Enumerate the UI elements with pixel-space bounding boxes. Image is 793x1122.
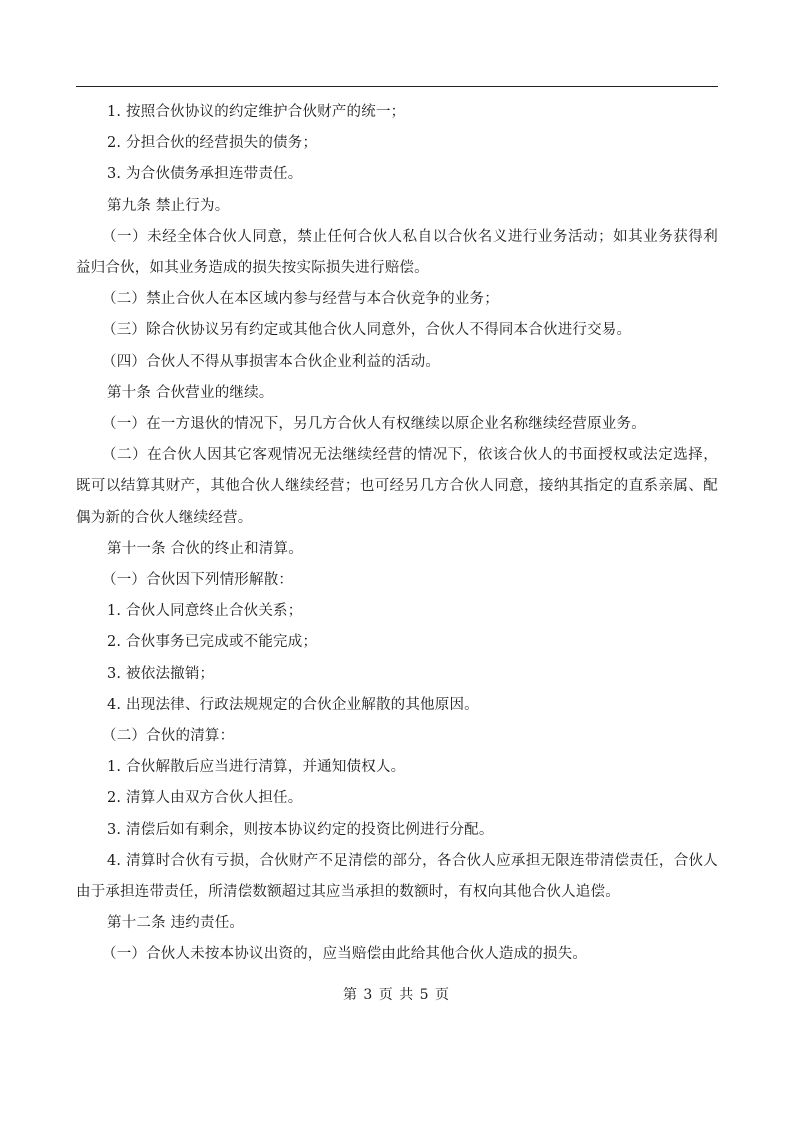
paragraph: （一）未经全体合伙人同意，禁止任何合伙人私自以合伙名义进行业务活动；如其业务获得利益归合伙，如其业务造成的损失按实际损失进行赔偿。 (76, 228, 718, 277)
paragraph: 1. 合伙人同意终止合伙关系； (107, 603, 303, 620)
paragraph: 3. 为合伙债务承担连带责任。 (107, 166, 303, 183)
paragraph: （二）禁止合伙人在本区域内参与经营与本合伙竞争的业务； (102, 291, 499, 308)
paragraph: 2. 分担合伙的经营损失的债务； (107, 135, 318, 152)
paragraph: 第十条 合伙营业的继续。 (107, 384, 274, 401)
paragraph: （一）合伙因下列情形解散： (102, 572, 294, 589)
paragraph: （二）合伙的清算： (102, 728, 235, 745)
paragraph: （三）除合伙协议另有约定或其他合伙人同意外，合伙人不得同本合伙进行交易。 (102, 322, 632, 339)
paragraph: 3. 清偿后如有剩余，则按本协议约定的投资比例进行分配。 (107, 821, 494, 838)
paragraph: （二）在合伙人因其它客观情况无法继续经营的情况下，依该合伙人的书面授权或法定选择，既可以结算其财产，其他合伙人继续经营；也可经另几方合伙人同意，接纳其指定的直系亲属、配偶为新的合伙人继续经营。 (76, 447, 718, 526)
paragraph: 2. 清算人由双方合伙人担任。 (107, 790, 303, 807)
paragraph: 4. 出现法律、行政法规规定的合伙企业解散的其他原因。 (107, 696, 479, 713)
paragraph: 第十一条 合伙的终止和清算。 (107, 540, 303, 557)
paragraph: 4. 清算时合伙有亏损，合伙财产不足清偿的部分，各合伙人应承担无限连带清偿责任，合伙人由于承担连带责任，所清偿数额超过其应当承担的数额时，有权向其他合伙人追偿。 (76, 852, 718, 901)
paragraph: 1. 合伙解散后应当进行清算，并通知债权人。 (107, 759, 406, 776)
header-rule (76, 86, 718, 87)
paragraph: 第十二条 违约责任。 (107, 915, 245, 932)
paragraph: 2. 合伙事务已完成或不能完成； (107, 634, 318, 651)
paragraph: （一）在一方退伙的情况下，另几方合伙人有权继续以原企业名称继续经营原业务。 (102, 416, 646, 433)
paragraph: （一）合伙人未按本协议出资的，应当赔偿由此给其他合伙人造成的损失。 (102, 946, 588, 963)
paragraph: 3. 被依法撤销； (107, 665, 215, 682)
paragraph: 第九条 禁止行为。 (107, 197, 230, 214)
document-body (76, 97, 718, 971)
paragraph: （四）合伙人不得从事损害本合伙企业利益的活动。 (102, 353, 441, 370)
page-footer: 第 3 页 共 5 页 (342, 987, 451, 1003)
paragraph: 1. 按照合伙协议的约定维护合伙财产的统一； (107, 104, 406, 120)
